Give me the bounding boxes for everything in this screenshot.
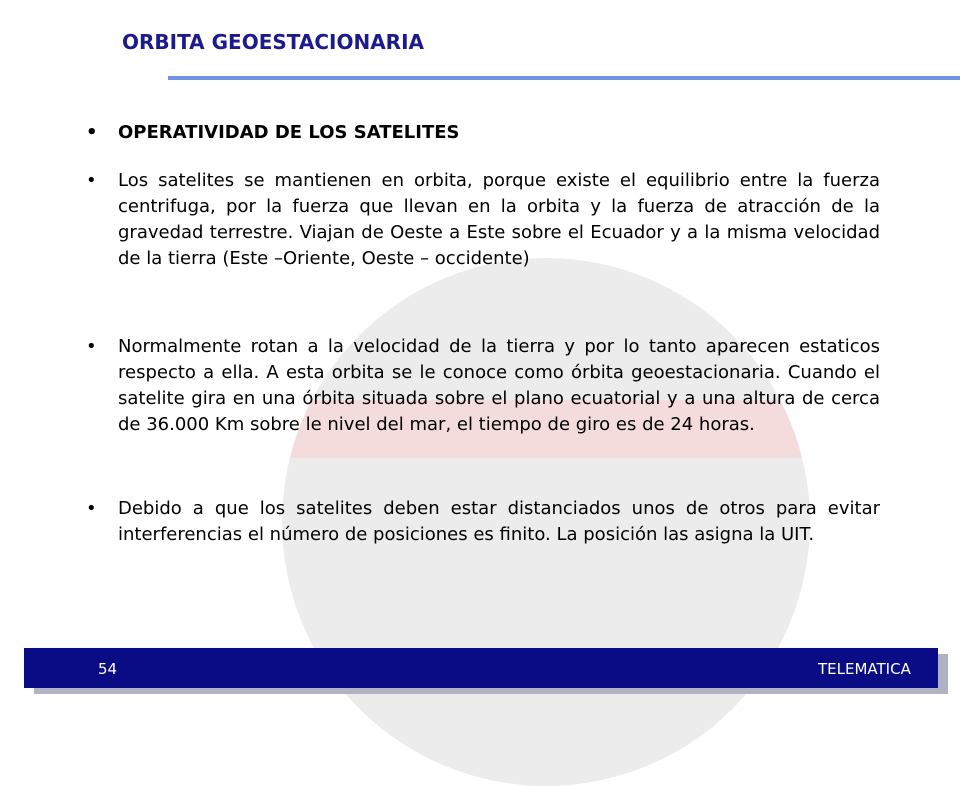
bullet-marker: •	[86, 498, 97, 519]
footer-label: TELEMATICA	[818, 660, 911, 678]
bullet-text: OPERATIVIDAD DE LOS SATELITES	[118, 122, 460, 143]
footer-bar	[24, 648, 938, 688]
bullet-item	[86, 168, 880, 272]
bullet-item	[86, 334, 880, 438]
bullet-marker: •	[86, 122, 98, 143]
bullet-marker: •	[86, 336, 97, 357]
slide-title: ORBITA GEOESTACIONARIA	[122, 30, 424, 54]
bullet-text: Normalmente rotan a la velocidad de la tierra y por lo tanto aparecen estaticos respecto a ella. A esta orbita se le conoce como órbita geoestacionaria. Cuando el satelite gira en una órbita situada sobre el plano ecuatorial y a una altura de cerca de 36.000 Km sobre le nivel del mar, el tiempo de giro es de 24 horas.	[118, 336, 880, 435]
bullet-item	[86, 496, 880, 548]
bullet-text: Debido a que los satelites deben estar distanciados unos de otros para evitar interferencias el número de posiciones es finito. La posición las asigna la UIT.	[118, 498, 880, 545]
bullet-heading	[86, 120, 880, 146]
bullet-text: Los satelites se mantienen en orbita, porque existe el equilibrio entre la fuerza centrifuga, por la fuerza que llevan en la orbita y la fuerza de atracción de la gravedad terrestre. Viajan de Oeste a Este sobre el Ecuador y a la misma velocidad de la tierra (Este –Oriente, Oeste – occidente)	[118, 170, 880, 269]
bullet-marker: •	[86, 170, 97, 191]
page-number: 54	[98, 660, 118, 678]
